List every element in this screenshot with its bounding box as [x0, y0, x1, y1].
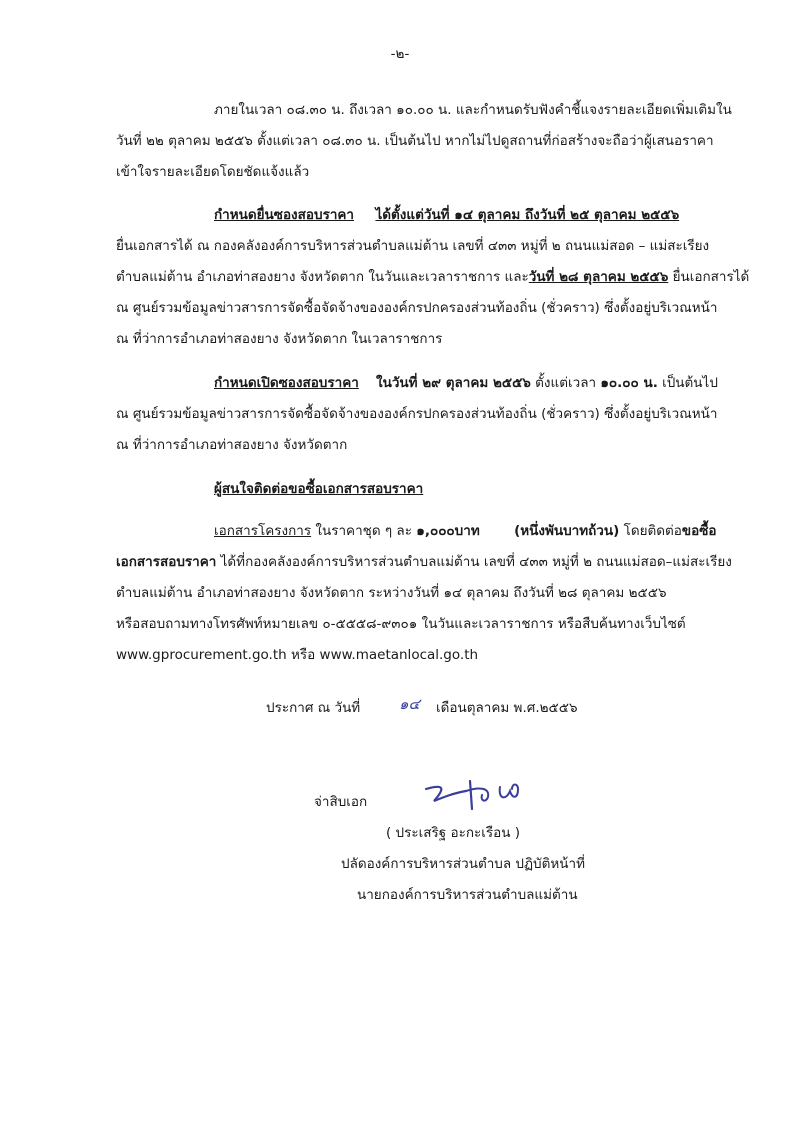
- para3-line3: ณ ที่ว่าการอำเภอท่าสองยาง จังหวัดตาก: [116, 437, 348, 453]
- para5-line1-b: ในราคาชุด ๆ ละ: [311, 523, 417, 539]
- para3-line1-d: เป็นต้นไป: [657, 375, 718, 391]
- opening-heading: กำหนดเปิดซองสอบราคา: [214, 375, 359, 391]
- para2-line5: ณ ที่ว่าการอำเภอท่าสองยาง จังหวัดตาก ในเวลาราชการ: [116, 331, 443, 347]
- para2-line4: ณ ศูนย์รวมข้อมูลข่าวสารการจัดซื้อจัดจ้างขององค์กรปกครองส่วนท้องถิ่น (ชั่วคราว) ซึ่งตั้งอยู่บริเวณหน้า: [116, 300, 718, 316]
- para3-line2: ณ ศูนย์รวมข้อมูลข่าวสารการจัดซื้อจัดจ้างขององค์กรปกครองส่วนท้องถิ่น (ชั่วคราว) ซึ่งตั้งอยู่บริเวณหน้า: [116, 406, 718, 422]
- para2-line1: [214, 205, 679, 225]
- para1-line1: ภายในเวลา ๐๘.๓๐ น. ถึงเวลา ๑๐.๐๐ น. และกำหนดรับฟังคำชี้แจงรายละเอียดเพิ่มเติมใน: [214, 102, 732, 118]
- project-docs-label: เอกสารโครงการ: [214, 523, 312, 539]
- para5-line5: www.gprocurement.go.th หรือ www.maetanlocal.go.th: [116, 647, 479, 663]
- para2-line3: [116, 267, 749, 287]
- price-amount: ๑,๐๐๐บาท: [416, 523, 480, 539]
- signer-rank: จ่าสิบเอก: [314, 794, 368, 810]
- final-submission-date: วันที่ ๒๘ ตุลาคม ๒๕๕๖: [528, 269, 669, 285]
- opening-date: ในวันที่ ๒๙ ตุลาคม ๒๕๕๖: [376, 375, 531, 391]
- para5-line2: [116, 552, 732, 572]
- submission-heading: กำหนดยื่นซองสอบราคา: [214, 207, 355, 223]
- buy-label-b: เอกสารสอบราคา: [116, 554, 217, 570]
- para3-line1: [214, 373, 718, 393]
- para2-line2: ยื่นเอกสารได้ ณ กองคลังองค์การบริหารส่วนตำบลแม่ต้าน เลขที่ ๔๓๓ หมู่ที่ ๒ ถนนแม่สอด – แม่สะเรียง: [116, 238, 710, 254]
- opening-time: ๑๐.๐๐ น.: [600, 375, 658, 391]
- announce-suffix: เดือนตุลาคม พ.ศ.๒๕๕๖: [436, 700, 578, 716]
- para5-line1-f: โดยติดต่อ: [619, 523, 682, 539]
- price-words: (หนึ่งพันบาทถ้วน): [514, 523, 620, 539]
- para5-line1-gap: [480, 523, 514, 539]
- para3-line1-b: ตั้งแต่เวลา: [530, 375, 601, 391]
- signature-icon: [420, 773, 540, 813]
- para2-line3-a: ตำบลแม่ต้าน อำเภอท่าสองยาง จังหวัดตาก ในวันและเวลาราชการ และ: [116, 269, 529, 285]
- signer-title-2: นายกองค์การบริหารส่วนตำบลแม่ต้าน: [357, 887, 578, 903]
- announce-prefix: ประกาศ ณ วันที่: [266, 700, 361, 716]
- signer-name: ( ประเสริฐ อะกะเรือน ): [386, 825, 521, 841]
- para2-line3-c: ยื่นเอกสารได้: [668, 269, 750, 285]
- para5-line3: ตำบลแม่ต้าน อำเภอท่าสองยาง จังหวัดตาก ระหว่างวันที่ ๑๔ ตุลาคม ถึงวันที่ ๒๘ ตุลาคม ๒๕๕๖: [116, 585, 667, 601]
- page-number: -๒-: [390, 46, 410, 62]
- submission-dates: ได้ตั้งแต่วันที่ ๑๔ ตุลาคม ถึงวันที่ ๒๕ ตุลาคม ๒๕๕๖: [375, 207, 680, 223]
- para1-line3: เข้าใจรายละเอียดโดยชัดแจ้งแล้ว: [116, 164, 310, 180]
- para1-line2: วันที่ ๒๒ ตุลาคม ๒๕๕๖ ตั้งแต่เวลา ๐๘.๓๐ น. เป็นต้นไป หากไม่ไปดูสถานที่ก่อสร้างจะถือว่าผู้เสนอราคา: [116, 133, 714, 149]
- buy-label-a: ขอซื้อ: [681, 523, 717, 539]
- signer-title-1: ปลัดองค์การบริหารส่วนตำบล ปฏิบัติหน้าที่: [341, 856, 586, 872]
- para5-line4: หรือสอบถามทางโทรศัพท์หมายเลข ๐-๕๕๕๘-๙๓๐๑ ในวันและเวลาราชการ หรือสืบค้นทางเว็บไซต์: [116, 616, 686, 632]
- purchase-docs-heading: ผู้สนใจติดต่อขอซื้อเอกสารสอบราคา: [214, 481, 424, 497]
- para5-line2-b: ได้ที่กองคลังองค์การบริหารส่วนตำบลแม่ต้าน เลขที่ ๔๓๓ หมู่ที่ ๒ ถนนแม่สอด–แม่สะเรียง: [216, 554, 732, 570]
- handwritten-day: ๑๔: [399, 695, 420, 713]
- para5-line1: [214, 521, 717, 541]
